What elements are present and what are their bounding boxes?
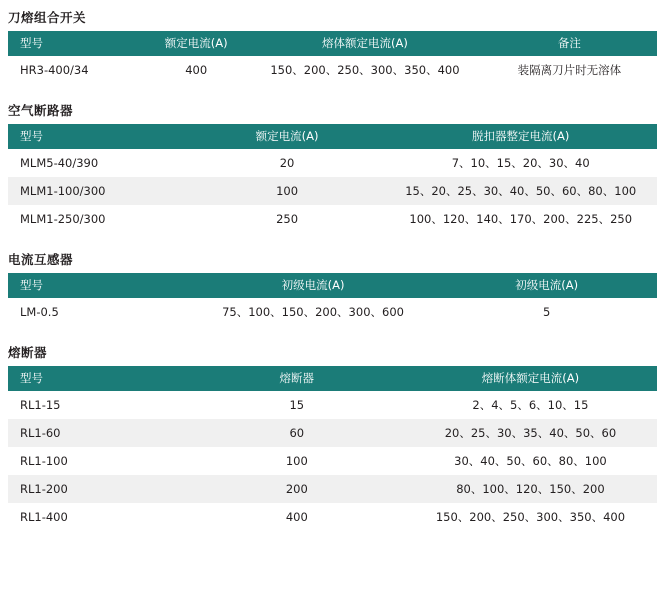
table-section: [0, 250, 665, 326]
table-section: [0, 343, 665, 531]
column-header: 额定电流(A): [190, 124, 385, 149]
table-cell: RL1-400: [8, 503, 190, 531]
table-cell: 装隔离刀片时无溶体: [482, 56, 657, 84]
table-cell: 30、40、50、60、80、100: [404, 447, 657, 475]
table-cell: 5: [436, 298, 657, 326]
data-table: [8, 124, 657, 233]
table-section: [0, 8, 665, 84]
table-header-row: [8, 124, 657, 149]
table-cell: 100: [190, 447, 404, 475]
table-cell: 75、100、150、200、300、600: [190, 298, 437, 326]
table-cell: MLM1-100/300: [8, 177, 190, 205]
table-row: [8, 475, 657, 503]
table-cell: 7、10、15、20、30、40: [384, 149, 657, 177]
table-row: [8, 177, 657, 205]
column-header: 备注: [482, 31, 657, 56]
table-cell: 2、4、5、6、10、15: [404, 391, 657, 419]
table-row: [8, 391, 657, 419]
table-cell: LM-0.5: [8, 298, 190, 326]
table-row: [8, 298, 657, 326]
section-gap: [0, 233, 665, 250]
table-header-row: [8, 31, 657, 56]
column-header: 型号: [8, 124, 190, 149]
table-header-row: [8, 366, 657, 391]
table-cell: 60: [190, 419, 404, 447]
table-cell: 150、200、250、300、350、400: [248, 56, 482, 84]
column-header: 熔体额定电流(A): [248, 31, 482, 56]
table-cell: 200: [190, 475, 404, 503]
table-cell: 20: [190, 149, 385, 177]
table-cell: 15、20、25、30、40、50、60、80、100: [384, 177, 657, 205]
table-section: [0, 101, 665, 233]
column-header: 初级电流(A): [190, 273, 437, 298]
table-cell: MLM5-40/390: [8, 149, 190, 177]
section-title: 电流互感器: [8, 252, 74, 267]
section-title: 熔断器: [8, 345, 48, 360]
column-header: 型号: [8, 366, 190, 391]
section-gap: [0, 84, 665, 101]
table-row: [8, 503, 657, 531]
sections-container: [0, 8, 665, 531]
table-cell: RL1-60: [8, 419, 190, 447]
section-gap: [0, 326, 665, 343]
section-title: 刀熔组合开关: [8, 10, 87, 25]
table-cell: 100: [190, 177, 385, 205]
table-cell: RL1-200: [8, 475, 190, 503]
column-header: 脱扣器整定电流(A): [384, 124, 657, 149]
table-cell: 150、200、250、300、350、400: [404, 503, 657, 531]
table-row: [8, 447, 657, 475]
column-header: 型号: [8, 273, 190, 298]
data-table: [8, 366, 657, 531]
table-cell: 15: [190, 391, 404, 419]
table-cell: MLM1-250/300: [8, 205, 190, 233]
data-table: [8, 31, 657, 84]
column-header: 初级电流(A): [436, 273, 657, 298]
table-row: [8, 419, 657, 447]
table-row: [8, 205, 657, 233]
table-cell: 400: [144, 56, 248, 84]
table-row: [8, 56, 657, 84]
data-table: [8, 273, 657, 326]
column-header: 熔断器: [190, 366, 404, 391]
column-header: 型号: [8, 31, 144, 56]
table-cell: HR3-400/34: [8, 56, 144, 84]
column-header: 熔断体额定电流(A): [404, 366, 657, 391]
table-cell: 400: [190, 503, 404, 531]
column-header: 额定电流(A): [144, 31, 248, 56]
table-cell: 20、25、30、35、40、50、60: [404, 419, 657, 447]
table-cell: 80、100、120、150、200: [404, 475, 657, 503]
table-header-row: [8, 273, 657, 298]
table-cell: RL1-15: [8, 391, 190, 419]
top-spacer: [0, 0, 665, 8]
section-title: 空气断路器: [8, 103, 74, 118]
table-cell: RL1-100: [8, 447, 190, 475]
table-row: [8, 149, 657, 177]
table-cell: 250: [190, 205, 385, 233]
table-cell: 100、120、140、170、200、225、250: [384, 205, 657, 233]
